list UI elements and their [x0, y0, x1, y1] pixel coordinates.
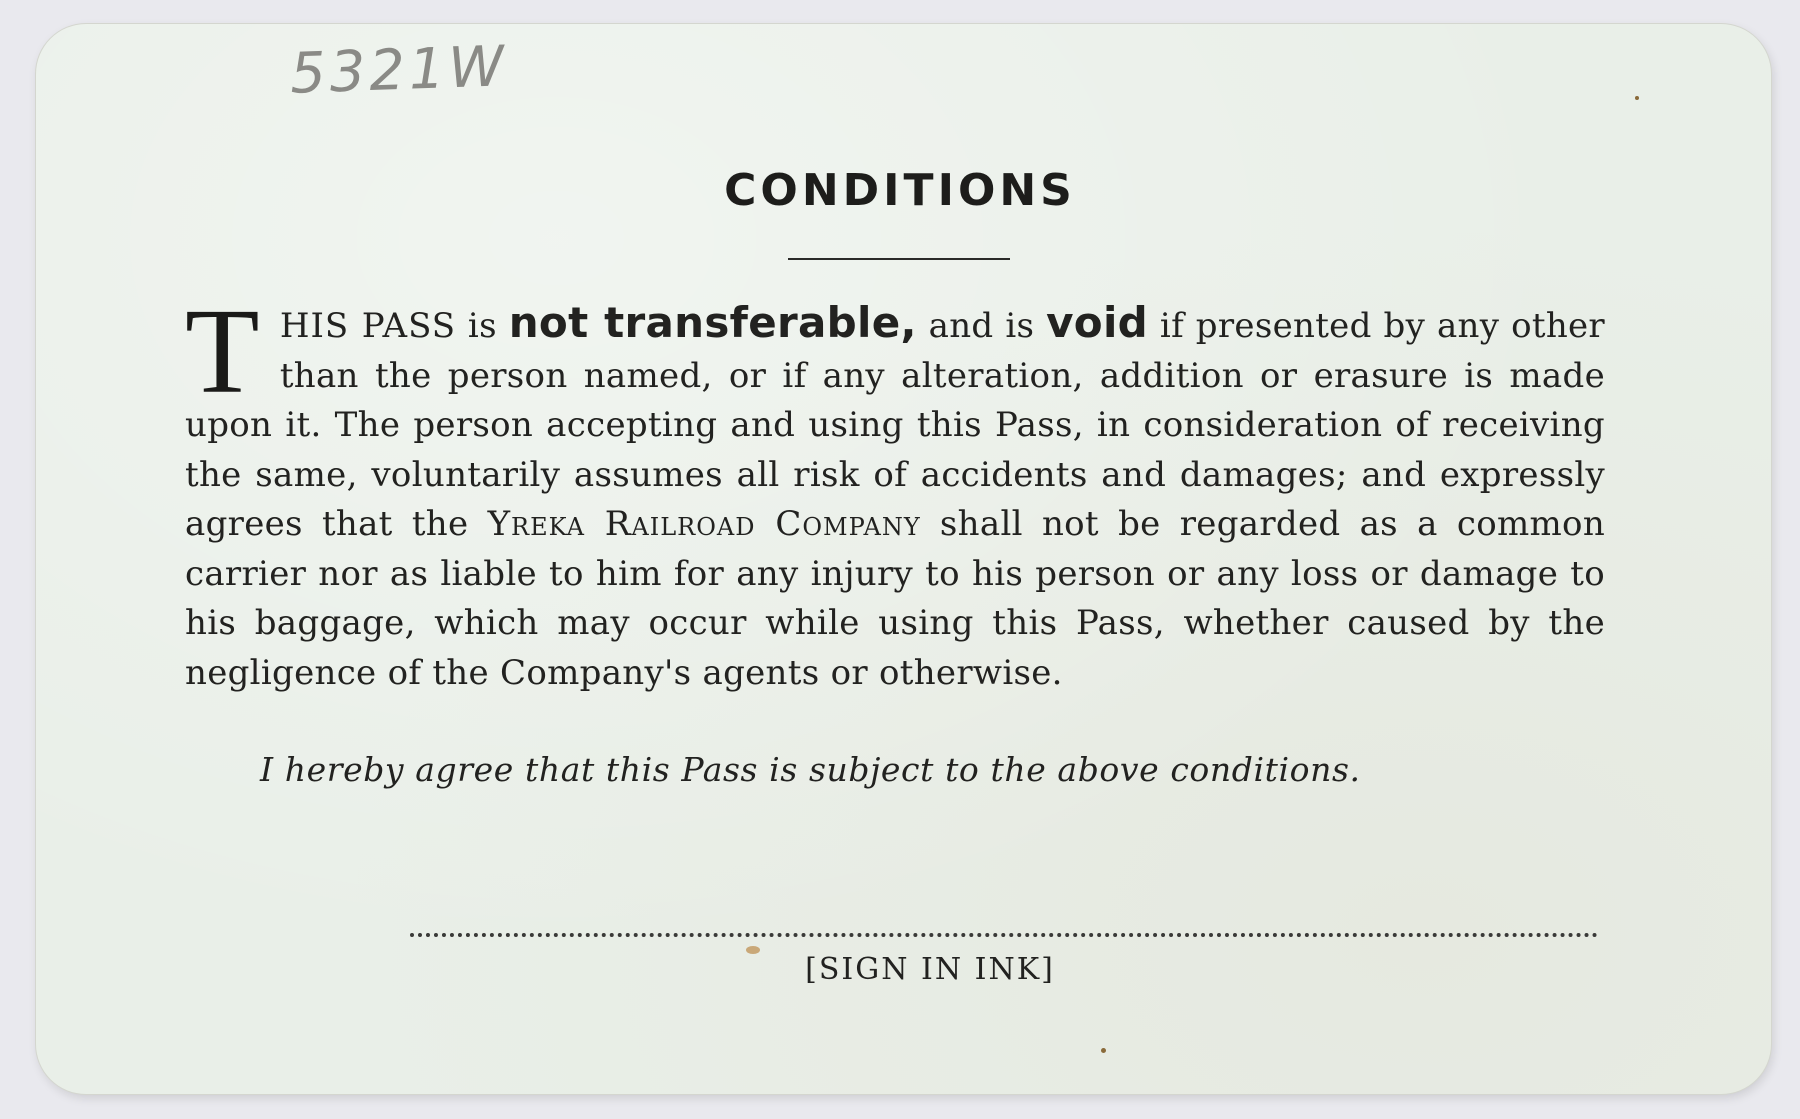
handwritten-catalog-number: 5321W — [288, 34, 509, 107]
company-name: Yreka Railroad Company — [487, 504, 921, 544]
agreement-statement: I hereby agree that this Pass is subject to the above conditions. — [260, 750, 1361, 789]
signature-label: [SIGN IN INK] — [805, 952, 1055, 987]
conditions-title: CONDITIONS — [724, 165, 1076, 216]
lead-in: HIS PASS — [279, 306, 457, 346]
paper-speck — [746, 946, 760, 954]
paper-speck — [1101, 1048, 1106, 1053]
is-word: is — [467, 306, 497, 346]
signature-line[interactable] — [410, 933, 1598, 937]
drop-cap: T — [185, 284, 260, 419]
body-text-part-1: if presented by any other than the person named, or if any alteration, addition or erasure is made upon it. The person accepting and using this Pass, in consideration of receiving the same, voluntarily assumes all risk of accidents and damages; and expressly agrees that the — [185, 306, 1605, 544]
void-emphasis: void — [1046, 298, 1149, 347]
body-text-part-2: shall not be regarded as a common carrier nor as liable to him for any injury to his person or any loss or damage to his baggage, which may occur while using this Pass, whether caused by the negligence of the Company's agents or otherwise. — [185, 504, 1606, 693]
conditions-paragraph — [185, 284, 1606, 698]
title-rule — [788, 258, 1010, 260]
and-is-words: and is — [928, 306, 1035, 346]
paper-speck — [1635, 96, 1639, 100]
not-transferable-emphasis: not transferable, — [508, 298, 917, 347]
